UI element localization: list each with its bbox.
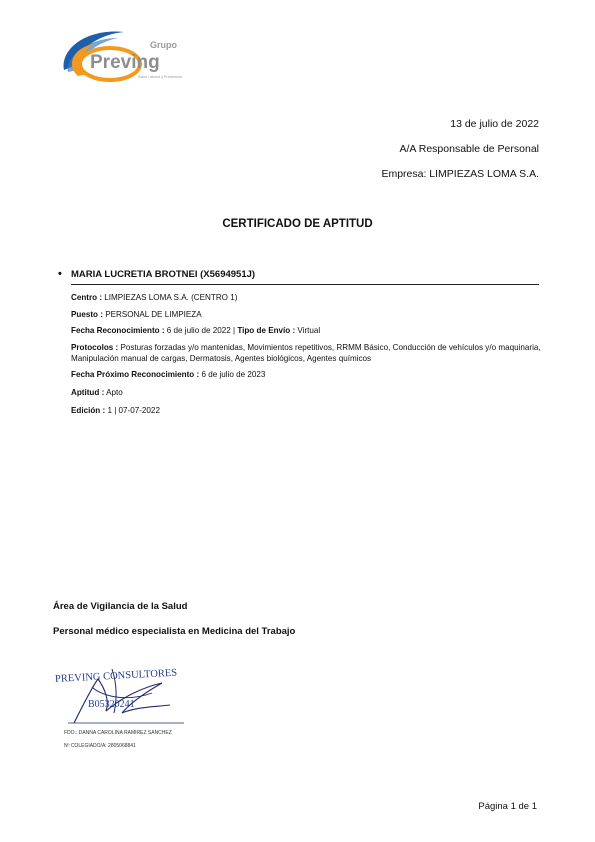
field-puesto [71,309,541,320]
worker-header [58,268,539,282]
envio-label: Tipo de Envío : [237,326,296,336]
preving-logo-graphic [58,26,190,88]
divider-line [71,284,539,285]
centro-label: Centro : [71,293,103,302]
centro-value: LIMPIEZAS LOMA S.A. (CENTRO 1) [104,293,238,302]
puesto-value: PERSONAL DE LIMPIEZA [105,309,202,319]
signatory-name: FDO.: DANNA CAROLINA RAMIREZ SANCHEZ [64,730,172,736]
puesto-label: Puesto : [71,309,103,319]
company-line: Empresa: LIMPIEZAS LOMA S.A. [381,168,539,180]
fecha-value: 6 de julio de 2022 | [166,326,236,336]
collegiate-number: Nº COLEGIADO/A: 2805068841 [64,743,136,749]
field-fecha-reconocimiento [71,325,541,336]
aptitud-label: Aptitud : [71,388,105,398]
signature-stamp [52,657,192,727]
page-number: Página 1 de 1 [478,801,537,812]
logo-brand-text: Preving [90,52,160,73]
fecha-label: Fecha Reconocimiento : [71,326,165,336]
worker-name-row [58,268,539,282]
attention-line: A/A Responsable de Personal [399,143,539,155]
preving-logo [58,26,190,88]
document-title: CERTIFICADO DE APTITUD [222,218,373,230]
area-title: Área de Vigilancia de la Salud [53,601,188,612]
certificate-fields [71,292,541,422]
proximo-value: 6 de julio de 2023 [201,370,266,380]
logo-tagline: Salud Laboral y Prevención [138,75,182,79]
field-centro [71,292,541,303]
medical-staff-line: Personal médico especialista en Medicina del Trabajo [53,626,296,637]
bullet-icon: • [58,268,62,280]
letter-date: 13 de julio de 2022 [450,118,539,130]
worker-name: MARIA LUCRETIA BROTNEI (X5694951J) [71,269,256,280]
signature-graphic [52,657,192,727]
edicion-value: 1 | 07-07-2022 [107,406,160,416]
field-aptitud [71,387,541,398]
envio-value: Virtual [297,326,321,336]
field-proximo-reconocimiento [71,369,541,380]
logo-group-text: Grupo [150,40,177,50]
proximo-label: Fecha Próximo Reconocimiento : [71,370,200,380]
protocolos-label: Protocolos : [71,342,119,352]
protocolos-value: Posturas forzadas y/o mantenidas, Movimientos repetitivos, RRMM Básico, Conducción de vehículos y/o maquinaria, Manipulación manual de cargas, Dermatosis, Agentes biológicos, Agentes químicos [71,342,541,363]
stamp-company-text: PREVING CONSULTORES [54,667,178,685]
stamp-id-text: B05320241 [88,699,135,710]
aptitud-value: Apto [106,388,123,398]
field-protocolos [71,342,541,364]
field-edicion [71,405,541,416]
edicion-label: Edición : [71,406,106,416]
